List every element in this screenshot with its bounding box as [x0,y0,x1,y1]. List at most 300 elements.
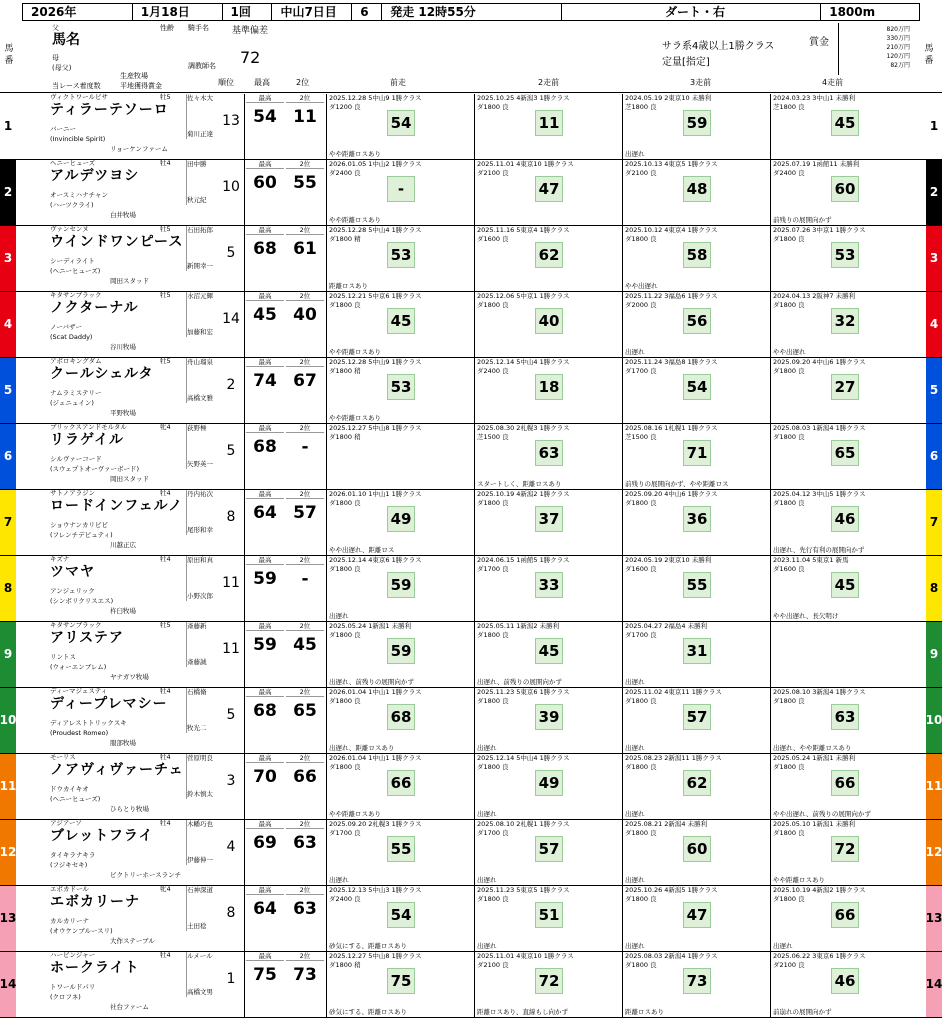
horse-number: 5 [926,358,942,423]
past-race-header: 2025.04.12 3中山5 1勝クラス [773,490,866,498]
past-race[interactable] [770,886,924,951]
past-race-course: ダ2100 良 [773,961,805,969]
rank: 5 [226,443,236,459]
past-race-header: 2025.11.16 5東京4 1勝クラス [477,226,570,234]
past-race-header: 2026.01.04 1中山1 1勝クラス [329,688,422,696]
prize-title: 賞金 [809,37,829,48]
past-race[interactable] [474,556,622,621]
past-race[interactable] [622,886,770,951]
past-race-index: 45 [831,110,859,136]
past-race[interactable] [622,556,770,621]
past-race[interactable] [622,688,770,753]
past-race-header: 2024.04.13 2阪神7 未勝利 [773,292,856,300]
damsire: (オウケンブルースリ) [50,927,113,935]
farm-label: 生産牧場 [120,72,148,80]
past-race-header: 2025.09.20 4中山6 1勝クラス [773,358,866,366]
max-label: 最高 [246,689,284,697]
past-race[interactable] [770,754,924,819]
past-race-header: 2025.10.26 4新潟5 1勝クラス [625,886,718,894]
second-label: 2位 [286,557,324,565]
past-race-note: やや距離ロスあり [329,149,381,158]
past-race-header: 2025.08.30 2札幌3 1勝クラス [477,424,570,432]
score-box [244,490,324,555]
horse-row [0,226,942,292]
max-label: 最高 [246,227,284,235]
past-race-course: ダ1800 稍 [329,367,361,375]
past-race-index: 62 [535,242,563,268]
waku-number: 3 [0,226,16,291]
past-race-course: ダ1800 良 [773,301,805,309]
past-race[interactable] [326,358,474,423]
past-race-course: ダ1800 良 [773,433,805,441]
dam: リントス [50,653,76,661]
past-race[interactable] [622,160,770,225]
past-race[interactable] [622,292,770,357]
past-race-course: ダ1800 良 [477,499,509,507]
jockey: 水沼元輝 [187,292,213,300]
past-race[interactable] [770,622,924,687]
past-race-course: ダ1800 良 [625,961,657,969]
past-race-note: やや出遅れ [625,281,658,290]
trainer-label: 調教師名 [188,62,216,70]
trainer: 矢野英一 [187,459,213,468]
past-race-index: 32 [831,308,859,334]
score-box [244,292,324,357]
past-race[interactable] [326,688,474,753]
past-race-index: 46 [831,968,859,994]
horse-name[interactable]: ディープレマシー [50,696,168,712]
sire: ディーマジェスティ [50,687,108,695]
past-race[interactable] [474,160,622,225]
past-race-header: 2025.05.11 1新潟2 未勝利 [477,622,560,630]
horse-name[interactable]: ティラーテソーロ [50,102,169,118]
dam: ナムラミステリー [50,389,102,397]
past-race-header: 2025.12.14 4東京6 1勝クラス [329,556,422,564]
horse-name[interactable]: エボカリーナ [50,894,140,910]
past-race-header: 2025.08.21 2新潟4 未勝利 [625,820,708,828]
horse-row [0,556,942,622]
horse-name[interactable]: アリステア [50,630,124,646]
prize-3: 210万円 [886,44,910,51]
second-score: 63 [293,833,317,853]
score-box [244,952,324,1017]
past-race[interactable] [474,622,622,687]
max-score: 74 [253,371,277,391]
second-score: - [301,569,309,589]
horse-number: 14 [926,952,942,1017]
race-number: 6 [352,4,382,20]
past-race-index: 57 [535,836,563,862]
horse-name[interactable]: アルデツヨシ [50,168,140,184]
horse-row [0,952,942,1018]
damsire: (ジェニュイン) [50,399,94,407]
max-label: 最高 [246,293,284,301]
past-race-course: ダ1600 良 [625,565,657,573]
past-race-header: 2025.12.06 5中京1 1勝クラス [477,292,570,300]
max-label: 最高 [246,95,284,103]
horse-row [0,160,942,226]
trainer: 加藤和宏 [187,327,213,336]
past-race-course: ダ1800 良 [773,895,805,903]
horse-name[interactable]: リラゲイル [50,432,125,448]
past-race-index: 53 [387,242,415,268]
past-race-index: 45 [535,638,563,664]
past-race-course: ダ2100 良 [625,169,657,177]
past-race-index: 11 [535,110,563,136]
horse-row [0,358,942,424]
past-race[interactable] [474,886,622,951]
past-race-course: ダ1200 良 [329,103,361,111]
max-score: 59 [253,569,277,589]
past-race-note: 出遅れ、前残りの展開向かず [477,677,562,686]
dam: シーディライト [50,257,95,265]
past-race[interactable] [770,358,924,423]
past-race-course: ダ1800 良 [773,235,805,243]
past-race-index: 45 [387,308,415,334]
past-race[interactable] [326,490,474,555]
second-label: 2位 [286,227,324,235]
sex-age: 牡4 [160,555,171,563]
second-label: 2位 [286,359,324,367]
jockey: 田中勝 [187,160,207,168]
dam: カルカリーナ [50,917,89,925]
past-race[interactable] [474,358,622,423]
rank: 5 [226,707,236,723]
waku-number: 11 [0,754,16,819]
rank: 8 [226,905,236,921]
past-race-header: 2025.08.23 2新潟11 1勝クラス [625,754,722,762]
max-label: 最高 [246,887,284,895]
trainer: 伊藤伸一 [187,855,213,864]
waku-number: 2 [0,160,16,225]
past-race[interactable] [622,226,770,291]
max-label: 最高 [246,425,284,433]
past-race[interactable] [622,358,770,423]
past-race[interactable] [622,754,770,819]
sire: モーリス [50,753,76,761]
condition-weight: 定量[指定] [662,57,710,68]
horse-name[interactable]: ホークライト [50,960,140,976]
max-score: 68 [253,701,277,721]
second-score: 57 [293,503,317,523]
past-race-course: ダ1800 良 [625,895,657,903]
farm: 社台ファーム [110,1003,149,1011]
past-race-note: 出遅れ [329,875,349,884]
sex-age: 牡4 [160,687,171,695]
score-box [244,556,324,621]
past-race-index: 66 [387,770,415,796]
score-box [244,886,324,951]
past-race-header: 2025.10.12 4東京4 1勝クラス [625,226,718,234]
second-label: 2位 [286,95,324,103]
farm: 白井牧場 [110,211,136,219]
score-box [244,94,324,159]
horse-row [0,820,942,886]
max-label: 最高 [254,78,270,87]
past-race[interactable] [474,490,622,555]
dam: オースミハナチャン [50,191,108,199]
past-race-course: ダ1700 良 [625,367,657,375]
damsire-label: (母父) [52,64,72,72]
past-race-index: 18 [535,374,563,400]
past-race-note: 出遅れ [329,611,349,620]
past-race[interactable] [622,952,770,1017]
dam: トワールドパリ [50,983,96,991]
prev3-label: 3走前 [690,78,712,87]
past-race[interactable] [770,556,924,621]
horse-name[interactable]: ロードインフェルノ [50,498,184,514]
race-header [22,3,920,21]
past-race-note: 前残りの展開向かず [773,215,832,224]
past-race-header: 2025.12.13 5中山3 1勝クラス [329,886,422,894]
jockey: 石橋脩 [187,688,207,696]
past-race-header: 2026.01.10 1中山1 1勝クラス [329,490,422,498]
past-race-header: 2025.12.21 5中京6 1勝クラス [329,292,422,300]
past-race[interactable] [326,292,474,357]
damsire: (Scat Daddy) [50,333,93,341]
past-race[interactable] [622,820,770,885]
past-race-course: 芝1500 良 [625,433,657,441]
horse-name[interactable]: ツマヤ [50,564,95,580]
past-race-course: ダ1800 良 [477,301,509,309]
past-race-header: 2025.11.02 4東京11 1勝クラス [625,688,722,696]
past-race-header: 2025.07.26 3中京1 1勝クラス [773,226,866,234]
second-label: 2位 [286,293,324,301]
horse-name[interactable]: ノアヴィヴァーチェ [50,762,184,778]
past-race-course: ダ1800 稍 [329,433,361,441]
max-label: 最高 [246,491,284,499]
past-race-course: ダ2100 良 [477,961,509,969]
max-score: 59 [253,635,277,655]
dam: ショウナンカリビビ [50,521,109,529]
jockey: 石田拓郎 [187,226,213,234]
past-race[interactable] [770,490,924,555]
past-race[interactable] [326,952,474,1017]
past-race-index: 49 [387,506,415,532]
waku-number: 10 [0,688,16,753]
max-label: 最高 [246,821,284,829]
past-race-index: 54 [387,902,415,928]
past-race-course: ダ1800 良 [477,895,509,903]
past-race[interactable] [770,820,924,885]
past-race-course: ダ1800 良 [329,697,361,705]
past-race-header: 2025.08.16 1札幌1 1勝クラス [625,424,718,432]
horse-name[interactable]: ブレットフライ [50,828,154,844]
course: ダート・右 [562,4,821,20]
past-race[interactable] [770,688,924,753]
rank: 13 [222,113,240,129]
sex-age: 牡5 [160,291,171,299]
trainer: 尾形和幸 [187,525,213,534]
past-race-index: 55 [683,572,711,598]
past-race-index: 63 [535,440,563,466]
past-race-header: 2025.10.25 4新潟3 1勝クラス [477,94,570,102]
past-race-header: 2025.10.13 4東京5 1勝クラス [625,160,718,168]
second-score: 73 [293,965,317,985]
venue: 中山7日目 [272,4,352,20]
past-race[interactable] [770,94,924,159]
past-race[interactable] [770,226,924,291]
jockey: 佐々木大 [187,94,213,102]
max-score: 70 [253,767,277,787]
second-label: 2位 [286,755,324,763]
mother-label: 母 [52,54,59,62]
past-race[interactable] [474,292,622,357]
horse-row [0,94,942,160]
damsire: (クロフネ) [50,993,81,1001]
prize-4: 120万円 [886,53,910,60]
past-race-header: 2026.01.04 1中山1 1勝クラス [329,754,422,762]
past-race-index: 27 [831,374,859,400]
past-race-index: 37 [535,506,563,532]
second-score: 40 [293,305,317,325]
horse-row [0,292,942,358]
past-race-index: 71 [683,440,711,466]
past-race[interactable] [622,94,770,159]
sex-age: 牡5 [160,93,171,101]
waku-number: 5 [0,358,16,423]
sex-age: 牡5 [160,621,171,629]
sire: アポロキングダム [50,357,102,365]
horse-name[interactable]: ウインドワンピース [50,234,184,250]
past-race-index: 73 [683,968,711,994]
past-race[interactable] [622,490,770,555]
past-race[interactable] [770,952,924,1017]
jockey: 舟山瑠泉 [187,358,213,366]
score-box [244,622,324,687]
past-race-header: 2025.05.24 1新潟1 未勝利 [329,622,412,630]
max-score: 64 [253,899,277,919]
horse-number: 12 [926,820,942,885]
past-race-note: 前崩れの展開向かず [773,1007,832,1016]
past-race-note: 出遅れ、やや距離ロスあり [773,743,852,752]
sex-age: 牡4 [160,159,171,167]
past-race-index: 53 [831,242,859,268]
max-label: 最高 [246,359,284,367]
trainer: 秋元紀 [187,195,207,204]
farm: ヤナガワ牧場 [110,673,149,681]
past-race-index: 75 [387,968,415,994]
past-race-course: ダ1800 良 [329,301,361,309]
max-score: 69 [253,833,277,853]
sire: キズナ [50,555,70,563]
past-race-note: やや出遅れ、前残りの展開向かず [773,809,871,818]
past-race[interactable] [474,754,622,819]
prev2-label: 2走前 [538,78,560,87]
past-race[interactable] [474,94,622,159]
past-race-course: ダ1700 良 [329,829,361,837]
sire: ヘニーヒューズ [50,159,96,167]
past-race[interactable] [326,622,474,687]
max-score: 45 [253,305,277,325]
horse-number: 9 [926,622,942,687]
past-race[interactable] [622,622,770,687]
past-race-note: やや距離ロスあり [329,215,381,224]
past-race[interactable] [326,424,474,489]
past-race-note: 出遅れ、前残りの展開向かず [329,677,414,686]
past-race-header: 2025.08.10 2札幌1 1勝クラス [477,820,570,828]
past-race[interactable] [326,820,474,885]
past-race-header: 2025.11.01 4東京10 1勝クラス [477,160,574,168]
past-race-note: やや出遅れ [773,347,806,356]
horse-number: 4 [926,292,942,357]
horse-name[interactable]: ノクターナル [50,300,139,316]
sex-age: 牡5 [160,225,171,233]
score-box [244,820,324,885]
past-race[interactable] [326,226,474,291]
past-race-note: 出遅れ [625,875,645,884]
past-race-note: やや距離ロスあり [329,413,381,422]
farm: ビクトリーホースランチ [110,871,182,879]
past-race-index: 48 [683,176,711,202]
past-race-header: 2025.06.22 3東京6 1勝クラス [773,952,866,960]
trainer: 牧光二 [187,723,207,732]
past-race-course: ダ1800 良 [477,697,509,705]
max-label: 最高 [246,953,284,961]
past-race[interactable] [326,556,474,621]
past-race-note: 距離ロスあり [329,281,368,290]
past-race-header: 2024.03.23 3中山1 未勝利 [773,94,856,102]
past-race-course: ダ2100 良 [477,169,509,177]
past-race[interactable] [474,688,622,753]
past-race-note: やや出遅れ、長欠明け [773,611,839,620]
horse-number: 10 [926,688,942,753]
past-race-header: 2025.08.03 2新潟4 1勝クラス [625,952,718,960]
past-race[interactable] [326,754,474,819]
horse-number: 8 [926,556,942,621]
past-race-header: 2026.01.05 1中山2 1勝クラス [329,160,422,168]
past-race-index: 49 [535,770,563,796]
past-race[interactable] [770,424,924,489]
past-race-index: 46 [831,506,859,532]
past-race[interactable] [474,424,622,489]
second-score: - [301,437,309,457]
past-race-course: ダ1800 良 [329,763,361,771]
dam: ノーバザー [50,323,82,331]
past-race[interactable] [622,424,770,489]
past-race-index: 72 [535,968,563,994]
sexage-label: 性齢 [160,24,174,32]
second-label: 2位 [296,78,310,87]
past-race[interactable] [770,292,924,357]
past-race-course: ダ1800 良 [773,763,805,771]
farm: 服部牧場 [110,739,136,747]
jockey: 原田和真 [187,556,213,564]
damsire: (ウォーエンブレム) [50,663,107,671]
farm: 大作ステーブル [110,937,155,945]
past-race-header: 2025.12.28 5中山9 1勝クラス [329,94,422,102]
sex-age: 牝4 [160,885,171,893]
score-box [244,424,324,489]
past-race[interactable] [326,94,474,159]
second-label: 2位 [286,161,324,169]
horse-name[interactable]: クールシェルタ [50,366,154,382]
prev4-label: 4走前 [822,78,844,87]
prize-1: 820万円 [886,26,910,33]
past-race-index: - [387,176,415,202]
waku-number: 14 [0,952,16,1017]
past-race[interactable] [474,226,622,291]
past-race[interactable] [474,952,622,1017]
past-race-course: ダ1800 良 [625,763,657,771]
past-race[interactable] [326,160,474,225]
past-race[interactable] [770,160,924,225]
farm: 岡田スタッド [110,277,149,285]
jockey: 斎藤新 [187,622,207,630]
past-race[interactable] [326,886,474,951]
past-race[interactable] [474,820,622,885]
second-score: 61 [293,239,317,259]
